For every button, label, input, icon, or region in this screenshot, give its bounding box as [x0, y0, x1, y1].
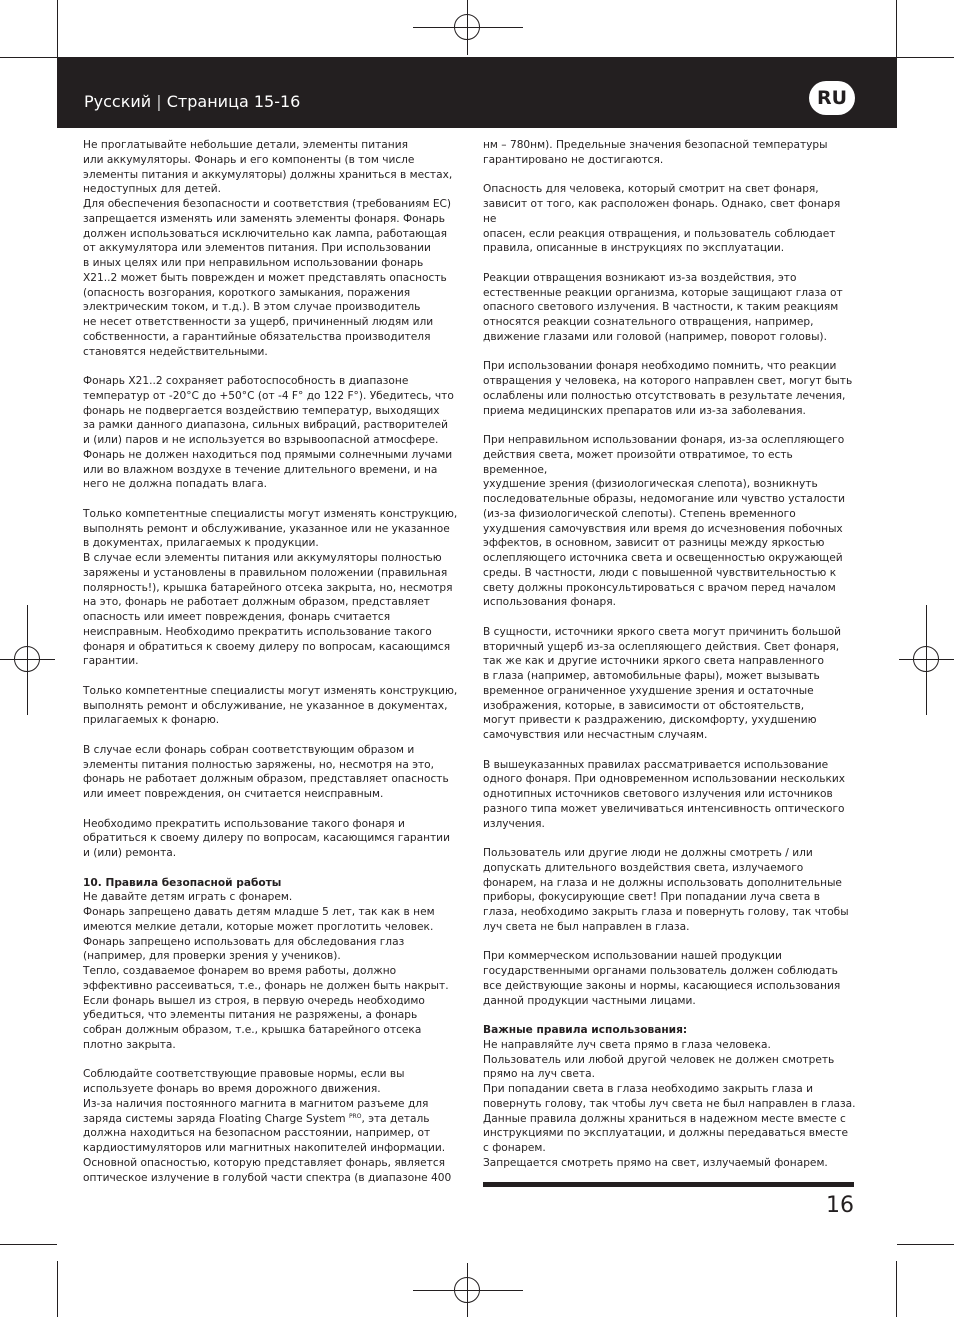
header-title	[84, 92, 300, 112]
header-language: Русский	[84, 92, 152, 111]
paragraph: нм – 780нм). Предельные значения безопасной температуры гарантировано не достигаются.	[483, 139, 828, 166]
paragraph: Пользователь или другие люди не должны смотреть / или допускать длительного воздействия света, излучаемого фонарем, на глаза и не должны использовать дополнительные приборы, фокусирующие свет! При попадании луча света в глаза, необходимо закрыть глаза и повернуть голову, так чтобы луч света не был направлен в глаза.	[483, 847, 849, 933]
paragraph: Опасность для человека, который смотрит на свет фонаря, зависит от того, как расположен фонарь. Однако, свет фонаря не опасен, если реакция отвращения, и пользователь соблюдает правила, описанные в инструкциях по эксплуатации.	[483, 183, 841, 255]
paragraph: При неправильном использовании фонаря, из-за ослепляющего действия света, может произойти отвратимое, то есть временное, ухудшение зрения (физиологическая слепота), возникнуть последовательные образы, недомогание или чувство усталости (из-за физиологической слепоты). Степень временного ухудшения самочувствия или время до исчезновения побочных эффектов, в основном, зависит от разницы между яркостью ослепляющего источника света и освещенностью окружающей среды. В частности, люди с повышенной чувствительностью к свету должны проконсультироваться с врачом перед началом использования фонаря.	[483, 434, 846, 609]
crop-mark	[897, 1244, 954, 1245]
section-10-heading: 10. Правила безопасной работы	[83, 876, 282, 889]
crop-mark	[896, 1261, 897, 1317]
footer-rule	[483, 1182, 854, 1187]
section-heading	[483, 1023, 856, 1038]
paragraph: Необходимо прекратить использование такого фонаря и обратиться к своему дилеру по вопросам, касающимся гарантии и (или) ремонта.	[83, 817, 450, 859]
paragraph: Реакции отвращения возникают из-за воздействия, это естественные реакции организма, которые защищают глаза от опасного светового излучения. В частности, к таким реакциям относятся реакции сознательного отвращения, например, движение глазами или головой (например, поворот головы).	[483, 271, 843, 343]
crop-mark	[897, 57, 954, 58]
header-separator: |	[156, 92, 162, 111]
left-column	[83, 138, 458, 1185]
paragraph: В случае если фонарь собран соответствующим образом и элементы питания полностью заряжены, но, несмотря на это, фонарь не работает должным образом, представляет опасность или имеет повреждения, он считается неисправным.	[83, 743, 449, 800]
registration-mark-icon	[14, 646, 40, 672]
header-page-label: Страница 15-16	[166, 92, 301, 111]
paragraph	[83, 1067, 458, 1185]
paragraph: Только компетентные специалисты могут изменять конструкцию, выполнять ремонт и обслуживание, указанное или не указанное в документах, прилагаемых к продукции. В случае если элементы питания или аккумуляторы полностью заряжены и установлены в правильном положении (правильная полярность!), крышка батарейного отсека закрыта, но, несмотря на это, фонарь не работает должным образом, представляет опасность или имеет повреждения, фонарь считается неисправным. Необходимо прекратить использование такого фонаря и обратиться к своему дилеру по вопросам, касающимся гарантии.	[83, 507, 458, 668]
right-column	[483, 138, 856, 1171]
registration-mark-icon	[913, 646, 939, 672]
paragraph: Только компетентные специалисты могут изменять конструкцию, выполнять ремонт и обслуживание, не указанное в документах, прилагаемых к фонарю.	[83, 684, 458, 727]
paragraph: При использовании фонаря необходимо помнить, что реакции отвращения у человека, на которого направлен свет, могут быть ослаблены или полностью отсутствовать в результате лечения, приема медицинских препаратов или из-за заболевания.	[483, 360, 853, 417]
superscript-pro: PRO	[348, 1112, 362, 1120]
paragraph: Фонарь X21..2 сохраняет работоспособность в диапазоне температур от -20°C до +50°C (от -4 F° до 122 F°). Убедитесь, что фонарь не подвергается воздействию температур, выходящих за рамки данного диапазона, сильных вибраций, растворителей и (или) паров и не используется во взрывоопасной атмосфере. Фонарь не должен находиться под прямыми солнечными лучами или во влажном воздухе в течение длительного времени, и на него не должна попадать влага.	[83, 375, 454, 491]
crop-mark	[57, 0, 58, 57]
paragraph: При коммерческом использовании нашей продукции государственными органами пользователь должен соблюдать все действующие законы и нормы, касающиеся использования данной продукции частными лицами.	[483, 950, 841, 1007]
rules-heading: Важные правила использования:	[483, 1024, 688, 1036]
paragraph: В вышеуказанных правилах рассматривается использование одного фонаря. При одновременном использовании нескольких однотипных источников светового излучения или источников разного типа может увеличиваться интенсивность оптического излучения.	[483, 758, 846, 830]
section-heading	[83, 876, 458, 891]
registration-mark-icon	[454, 1277, 480, 1303]
paragraph: Не проглатывайте небольшие детали, элементы питания или аккумуляторы. Фонарь и его компоненты (в том числе элементы питания и аккумуляторы) должны храниться в местах, недоступных для детей. Для обеспечения безопасности и соответствия (требованиям ЕС) запрещается изменять или заменять элементы фонаря. Фонарь должен использоваться исключительно как лампа, работающая от аккумулятора или элементов питания. При использовании в иных целях или при неправильном использовании фонарь X21..2 может быть поврежден и может представлять опасность (опасность возгорания, короткого замыкания, поражения электрическим током, и т.д.). В этом случае производитель не несет ответственности за ущерб, причиненный людям или собственности, а гарантийные обязательства производителя становятся недействительными.	[83, 139, 453, 358]
language-badge: RU	[809, 81, 855, 115]
paragraph: Не направляйте луч света прямо в глаза человека. Пользователь или любой другой человек не должен смотреть прямо на луч света. При попадании света в глаза необходимо закрыть глаза и повернуть голову, так чтобы луч света не был направлен в глаза. Данные правила должны храниться в надежном месте вместе с инструкциями по эксплуатации, и должны передаваться вместе с фонарем. Запрещается смотреть прямо на свет, излучаемый фонарем.	[483, 1038, 856, 1169]
registration-mark-icon	[454, 14, 480, 40]
paragraph: Не давайте детям играть с фонарем. Фонарь запрещено давать детям младше 5 лет, так как в нем имеются мелкие детали, которые может проглотить человек. Фонарь запрещено использовать для обследования глаз (например, для проверки зрения у учеников). Тепло, создаваемое фонарем во время работы, должно эффективно рассеиваться, т.е., фонарь не должен быть накрыт. Если фонарь вышел из строя, в первую очередь необходимо убедиться, что элементы питания не разряжены, а фонарь собран должным образом, т.е., крышка батарейного отсека плотно закрыта.	[83, 891, 449, 1051]
crop-mark	[0, 57, 57, 58]
crop-mark	[896, 0, 897, 57]
paragraph-part: , эта деталь должна находиться на безопасном расстоянии, например, от кардиостимуляторов или магнитных накопителей информации. Основной опасностью, которую представляет фонарь, является оптическое излучение в голубой части спектра (в диапазоне 400	[83, 1112, 452, 1184]
paragraph: В сущности, источники яркого света могут причинить большой вторичный ущерб из-за ослепляющего действия. Свет фонаря, так же как и другие источники яркого света направленного в глаза (например, автомобильные фары), может вызывать временное ограниченное ухудшение зрения и остаточные изображения, которые, в зависимости от обстоятельств, могут привести к раздражению, дискомфорту, ухудшению самочувствия или несчастным случаям.	[483, 625, 842, 741]
crop-mark	[0, 1244, 57, 1245]
header-band	[57, 57, 897, 128]
crop-mark	[57, 1261, 58, 1317]
paragraph-part: Соблюдайте соответствующие правовые нормы, если вы используете фонарь во время дорожного движения. Из-за наличия постоянного магнита в магнитом разъеме для заряда системы заряда Floating Charge System	[83, 1068, 429, 1125]
page-number: 16	[826, 1193, 854, 1218]
